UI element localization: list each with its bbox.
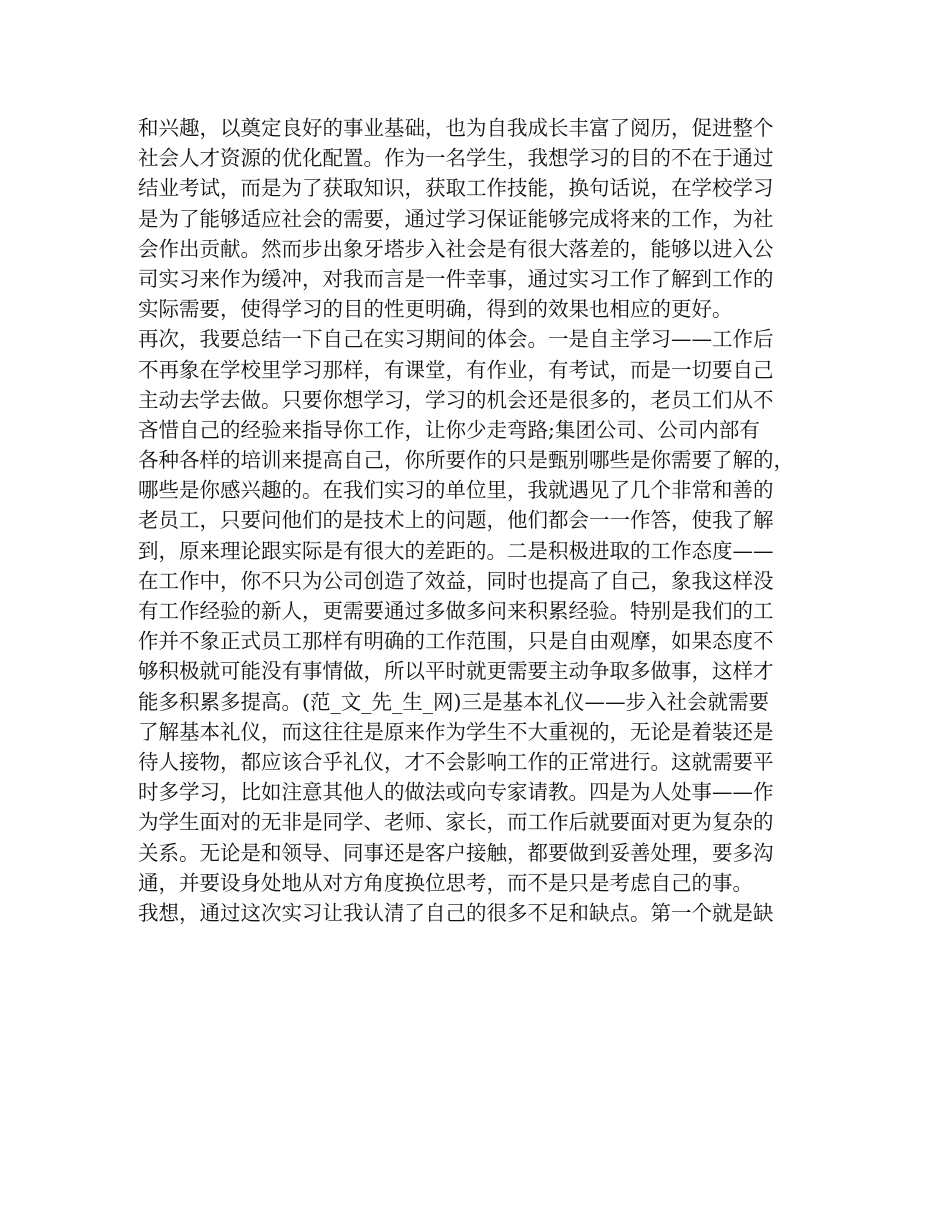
body-text [138, 113, 818, 928]
text-line: 吝惜自己的经验来指导你工作，让你少走弯路;集团公司、公司内部有 [138, 417, 760, 442]
text-line: 主动去学去做。只要你想学习，学习的机会还是很多的，老员工们从不 [138, 387, 774, 412]
text-line: 老员工，只要问他们的是技术上的问题，他们都会一一作答，使我了解 [138, 508, 774, 533]
text-line: 实际需要，使得学习的目的性更明确，得到的效果也相应的更好。 [138, 297, 733, 322]
text-line: 哪些是你感兴趣的。在我们实习的单位里，我就遇见了几个非常和善的 [138, 478, 774, 503]
text-line: 结业考试，而是为了获取知识，获取工作技能，换句话说，在学校学习 [138, 176, 774, 201]
text-line: 不再象在学校里学习那样，有课堂，有作业，有考试，而是一切要自己 [138, 357, 774, 382]
text-line: 待人接物，都应该合乎礼仪，才不会影响工作的正常进行。这就需要平 [138, 749, 774, 774]
text-line: 能多积累多提高。(范_文_先_生_网)三是基本礼仪——步入社会就需要 [138, 689, 769, 714]
text-line: 会作出贡献。然而步出象牙塔步入社会是有很大落差的，能够以进入公 [138, 236, 774, 261]
text-line: 关系。无论是和领导、同事还是客户接触，都要做到妥善处理，要多沟 [138, 840, 774, 865]
text-line: 司实习来作为缓冲，对我而言是一件幸事，通过实习工作了解到工作的 [138, 266, 774, 291]
text-line: 时多学习，比如注意其他人的做法或向专家请教。四是为人处事——作 [138, 780, 774, 805]
text-line: 社会人才资源的优化配置。作为一名学生，我想学习的目的不在于通过 [138, 146, 774, 171]
text-line: 和兴趣，以奠定良好的事业基础，也为自我成长丰富了阅历，促进整个 [138, 116, 774, 140]
text-line: 我想，通过这次实习让我认清了自己的很多不足和缺点。第一个就是缺 [138, 900, 774, 925]
text-line: 作并不象正式员工那样有明确的工作范围，只是自由观摩，如果态度不 [138, 629, 774, 654]
text-line: 为学生面对的无非是同学、老师、家长，而工作后就要面对更为复杂的 [138, 810, 774, 835]
text-line: 在工作中，你不只为公司创造了效益，同时也提高了自己，象我这样没 [138, 568, 774, 593]
text-line: 各种各样的培训来提高自己，你所要作的只是甄别哪些是你需要了解的， [138, 448, 794, 473]
text-line: 了解基本礼仪，而这往往是原来作为学生不大重视的，无论是着装还是 [138, 719, 774, 744]
text-line: 够积极就可能没有事情做，所以平时就更需要主动争取多做事，这样才 [138, 659, 774, 684]
text-line: 通，并要设身处地从对方角度换位思考，而不是只是考虑自己的事。 [138, 870, 753, 895]
text-line: 有工作经验的新人，更需要通过多做多问来积累经验。特别是我们的工 [138, 599, 774, 623]
text-line: 到，原来理论跟实际是有很大的差距的。二是积极进取的工作态度—— [138, 538, 774, 563]
text-line: 再次，我要总结一下自己在实习期间的体会。一是自主学习——工作后 [138, 327, 774, 352]
text-line: 是为了能够适应社会的需要，通过学习保证能够完成将来的工作，为社 [138, 206, 774, 231]
